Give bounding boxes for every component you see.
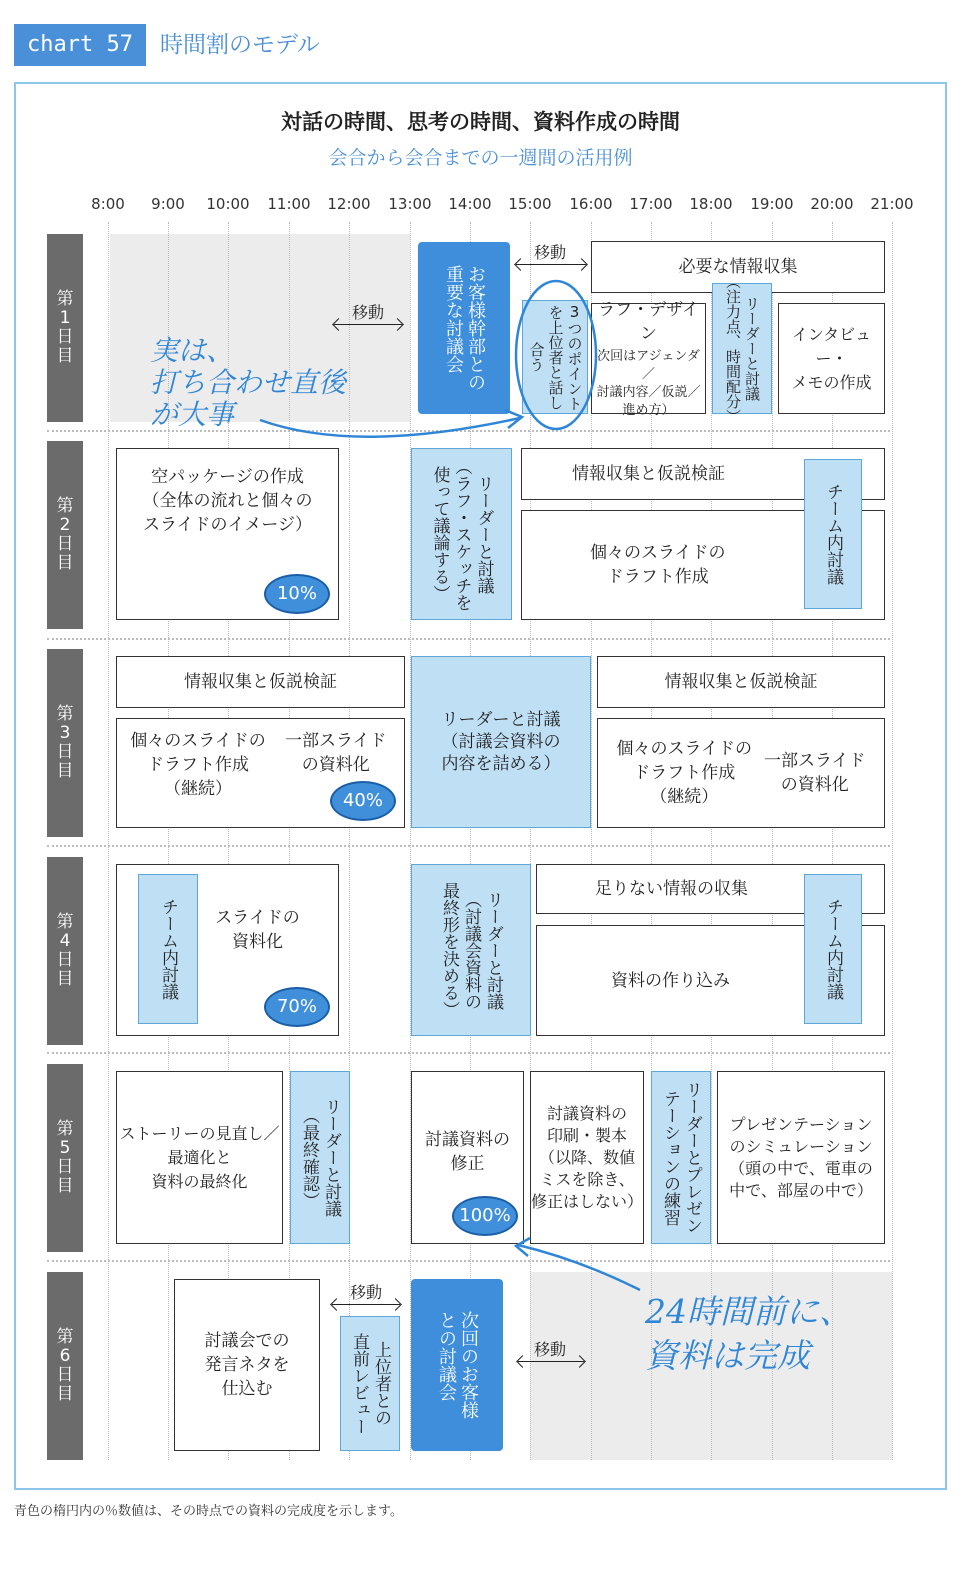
slide-work-box: 個々のスライドの ドラフト作成 （継続） 一部スライド の資料化	[116, 718, 405, 828]
diagram-subtitle: 会合から会合までの一週間の活用例	[328, 147, 633, 169]
leader-discussion-box: リーダーと討議 （最終確認）	[290, 1071, 350, 1244]
time-label: 14:00	[448, 195, 492, 213]
time-label: 11:00	[267, 195, 311, 213]
team-discussion-box: チーム内討議	[138, 874, 198, 1024]
time-label: 17:00	[629, 195, 673, 213]
time-label: 18:00	[689, 195, 733, 213]
slide-draft-box: 個々のスライドの ドラフト作成	[521, 510, 885, 620]
completion-badge: 70%	[264, 987, 330, 1027]
handwritten-note-2: 24時間前に、 資料は完成	[645, 1292, 852, 1375]
footnote: 青色の楕円内の％数値は、その時点での資料の完成度を示します。	[14, 1504, 403, 1519]
day-label: 第2日目	[47, 441, 83, 629]
chart-number-tag: chart 57	[14, 24, 146, 66]
move-label: 移動	[533, 1340, 566, 1359]
annotation-arrow-2	[518, 1245, 640, 1290]
material-build-box: 資料の作り込み	[536, 925, 885, 1036]
time-label: 16:00	[569, 195, 613, 213]
slide-work-box: 個々のスライドの ドラフト作成 （継続） 一部スライド の資料化	[597, 718, 885, 828]
time-label: 15:00	[508, 195, 552, 213]
leader-discussion-box: リーダーと討議 （討議会資料の 内容を詰める）	[411, 656, 591, 828]
info-hypothesis-box: 情報収集と仮説検証	[597, 656, 885, 708]
completion-badge: 40%	[330, 781, 396, 821]
info-gathering-box: 必要な情報収集	[591, 241, 885, 293]
missing-info-box: 足りない情報の収集	[536, 864, 885, 914]
info-hypothesis-box: 情報収集と仮説検証	[521, 448, 885, 500]
interview-memo-box: インタビュー・ メモの作成	[778, 303, 885, 414]
client-meeting-box: お客様幹部との 重要な討議会	[418, 242, 510, 414]
info-hypothesis-box: 情報収集と仮説検証	[116, 656, 405, 708]
final-review-box: 上位者との 直前レビュー	[340, 1316, 400, 1451]
empty-package-box: 空パッケージの作成 （全体の流れと個々の スライドのイメージ）	[116, 448, 339, 620]
time-label: 8:00	[91, 195, 125, 213]
chart-title: 時間割のモデル	[160, 32, 320, 58]
next-client-meeting-box: 次回のお客様 との討議会	[411, 1279, 503, 1451]
leader-discussion-box: リーダーと討議 （討議会資料の 最終形を決める）	[411, 864, 531, 1036]
completion-badge: 100%	[452, 1196, 518, 1236]
print-binding-box: 討議資料の 印刷・製本 （以降、数値 ミスを除き、 修正はしない）	[530, 1071, 644, 1244]
story-review-box: ストーリーの見直し／ 最適化と 資料の最終化	[116, 1071, 283, 1244]
team-discussion-box: チーム内討議	[804, 874, 862, 1024]
move-label: 移動	[533, 243, 566, 262]
day-label: 第6日目	[47, 1272, 83, 1460]
time-label: 9:00	[151, 195, 185, 213]
three-points-box: 3つのポイント を上位者と話し 合う	[522, 300, 588, 414]
move-label: 移動	[351, 303, 384, 322]
leader-discussion-box: リーダーと討議 （ラフ・スケッチを 使って議論する）	[411, 448, 512, 620]
handwritten-note-1: 実は、 打ち合わせ直後 が大事	[150, 334, 347, 431]
time-label: 20:00	[810, 195, 854, 213]
move-label: 移動	[349, 1283, 382, 1302]
revise-materials-box: 討議資料の 修正	[411, 1071, 524, 1244]
rough-design-box: ラフ・デザイン 次回はアジェンダ／ 討議内容／仮説／ 進め方）	[591, 303, 706, 414]
diagram-main-title: 対話の時間、思考の時間、資料作成の時間	[281, 110, 680, 134]
prep-talking-points-box: 討議会での 発言ネタを 仕込む	[174, 1279, 320, 1451]
time-label: 19:00	[750, 195, 794, 213]
leader-discussion-box: リーダーと討議 （注力点、時間配分）	[712, 283, 772, 414]
slide-materials-box: スライドの 資料化	[116, 864, 339, 1036]
highlight-circle	[516, 281, 596, 429]
day-label: 第5日目	[47, 1064, 83, 1252]
time-label: 13:00	[388, 195, 432, 213]
day-label: 第1日目	[47, 234, 83, 422]
presentation-practice-box: リーダーとプレゼン テーションの練習	[651, 1071, 711, 1244]
completion-badge: 10%	[264, 574, 330, 614]
time-label: 12:00	[327, 195, 371, 213]
time-label: 10:00	[206, 195, 250, 213]
day-label: 第3日目	[47, 649, 83, 837]
team-discussion-box: チーム内討議	[804, 459, 862, 609]
day-label: 第4日目	[47, 857, 83, 1045]
simulation-box: プレゼンテーション のシミュレーション （頭の中で、電車の 中で、部屋の中で）	[717, 1071, 885, 1244]
time-label: 21:00	[870, 195, 914, 213]
